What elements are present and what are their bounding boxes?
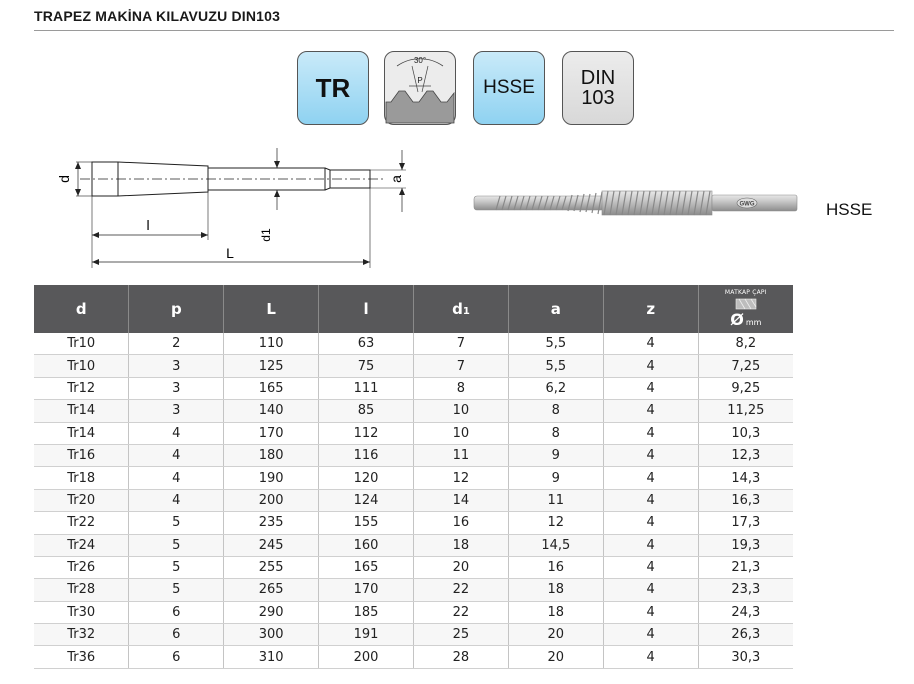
cell-L: 235 [224, 512, 319, 534]
table-row [34, 601, 793, 623]
col-header-L: L [224, 285, 319, 333]
cell-L: 110 [224, 333, 319, 355]
cell-p: 4 [129, 444, 224, 466]
cell-l: 170 [319, 579, 414, 601]
col-header-p: p [129, 285, 224, 333]
cell-a: 11 [508, 489, 603, 511]
cell-l: 165 [319, 556, 414, 578]
cell-d: Tr14 [34, 422, 129, 444]
tr-badge [297, 51, 369, 125]
cell-l: 124 [319, 489, 414, 511]
drill-bit-icon [735, 297, 757, 311]
table-body [34, 333, 793, 668]
cell-z: 4 [603, 355, 698, 377]
cell-drill-diameter: 19,3 [698, 534, 793, 556]
table-row [34, 467, 793, 489]
cell-d: Tr20 [34, 489, 129, 511]
cell-L: 300 [224, 624, 319, 646]
dim-L-label: L [226, 245, 234, 261]
cell-l: 112 [319, 422, 414, 444]
cell-d: Tr12 [34, 377, 129, 399]
cell-l: 111 [319, 377, 414, 399]
cell-z: 4 [603, 333, 698, 355]
table-row [34, 512, 793, 534]
cell-d: Tr32 [34, 624, 129, 646]
cell-d1: 25 [414, 624, 509, 646]
hsse-badge [473, 51, 545, 125]
cell-d: Tr10 [34, 355, 129, 377]
table-row [34, 646, 793, 668]
cell-d: Tr30 [34, 601, 129, 623]
thread-profile-badge [384, 51, 456, 125]
drill-caption: MATKAP ÇAPI [724, 289, 767, 296]
cell-drill-diameter: 10,3 [698, 422, 793, 444]
col-header-drill-diameter [698, 285, 793, 333]
cell-L: 200 [224, 489, 319, 511]
table-row [34, 400, 793, 422]
cell-drill-diameter: 24,3 [698, 601, 793, 623]
din-badge [562, 51, 634, 125]
cell-d: Tr14 [34, 400, 129, 422]
cell-l: 75 [319, 355, 414, 377]
cell-drill-diameter: 7,25 [698, 355, 793, 377]
cell-L: 245 [224, 534, 319, 556]
cell-drill-diameter: 9,25 [698, 377, 793, 399]
cell-p: 5 [129, 534, 224, 556]
cell-d: Tr18 [34, 467, 129, 489]
tap-technical-drawing [40, 140, 420, 275]
cell-p: 2 [129, 333, 224, 355]
cell-L: 190 [224, 467, 319, 489]
cell-p: 5 [129, 512, 224, 534]
cell-z: 4 [603, 646, 698, 668]
trapezoid-thread-icon [385, 52, 455, 124]
cell-drill-diameter: 14,3 [698, 467, 793, 489]
thread-angle-label: 30° [413, 56, 427, 65]
diameter-symbol: Ø [730, 310, 744, 329]
cell-L: 180 [224, 444, 319, 466]
cell-drill-diameter: 26,3 [698, 624, 793, 646]
cell-a: 8 [508, 400, 603, 422]
table-row [34, 444, 793, 466]
product-material-label: HSSE [826, 200, 873, 219]
cell-drill-diameter: 30,3 [698, 646, 793, 668]
cell-d1: 22 [414, 579, 509, 601]
cell-p: 4 [129, 489, 224, 511]
cell-a: 9 [508, 467, 603, 489]
cell-z: 4 [603, 400, 698, 422]
cell-a: 5,5 [508, 355, 603, 377]
cell-l: 185 [319, 601, 414, 623]
cell-L: 310 [224, 646, 319, 668]
brand-logo: GWG [739, 201, 755, 208]
cell-l: 191 [319, 624, 414, 646]
cell-z: 4 [603, 624, 698, 646]
tr-badge-label: TR [315, 72, 351, 103]
cell-p: 3 [129, 355, 224, 377]
table-header-row [34, 285, 793, 333]
cell-p: 5 [129, 556, 224, 578]
cell-z: 4 [603, 489, 698, 511]
cell-z: 4 [603, 579, 698, 601]
cell-L: 265 [224, 579, 319, 601]
table-row [34, 377, 793, 399]
cell-d: Tr28 [34, 579, 129, 601]
cell-d1: 7 [414, 355, 509, 377]
cell-d1: 28 [414, 646, 509, 668]
cell-a: 12 [508, 512, 603, 534]
cell-d1: 10 [414, 400, 509, 422]
cell-a: 20 [508, 624, 603, 646]
cell-a: 14,5 [508, 534, 603, 556]
cell-d1: 20 [414, 556, 509, 578]
cell-a: 20 [508, 646, 603, 668]
cell-d1: 8 [414, 377, 509, 399]
cell-p: 4 [129, 422, 224, 444]
cell-d1: 18 [414, 534, 509, 556]
table-row [34, 556, 793, 578]
col-header-z: z [603, 285, 698, 333]
cell-d1: 11 [414, 444, 509, 466]
cell-d: Tr16 [34, 444, 129, 466]
cell-drill-diameter: 17,3 [698, 512, 793, 534]
cell-L: 165 [224, 377, 319, 399]
cell-z: 4 [603, 377, 698, 399]
table-row [34, 422, 793, 444]
din-badge-line2: 103 [581, 87, 615, 109]
cell-p: 4 [129, 467, 224, 489]
cell-z: 4 [603, 512, 698, 534]
tap-product-image [472, 186, 802, 226]
cell-L: 290 [224, 601, 319, 623]
cell-p: 6 [129, 646, 224, 668]
cell-drill-diameter: 11,25 [698, 400, 793, 422]
cell-p: 6 [129, 601, 224, 623]
cell-d: Tr22 [34, 512, 129, 534]
cell-l: 160 [319, 534, 414, 556]
col-header-d1 [414, 285, 509, 333]
cell-z: 4 [603, 556, 698, 578]
cell-a: 18 [508, 579, 603, 601]
cell-z: 4 [603, 534, 698, 556]
col-header-d1-sub: 1 [462, 306, 470, 317]
cell-d: Tr36 [34, 646, 129, 668]
cell-p: 3 [129, 377, 224, 399]
dim-a-label: a [388, 175, 404, 183]
cell-drill-diameter: 21,3 [698, 556, 793, 578]
cell-p: 3 [129, 400, 224, 422]
cell-l: 63 [319, 333, 414, 355]
dim-l-label: l [146, 217, 150, 233]
col-header-d1-main: d [452, 300, 463, 318]
table-row [34, 534, 793, 556]
dim-d-label: d [56, 175, 72, 183]
table-row [34, 624, 793, 646]
cell-drill-diameter: 23,3 [698, 579, 793, 601]
drill-unit: mm [745, 318, 762, 327]
cell-d1: 22 [414, 601, 509, 623]
cell-l: 200 [319, 646, 414, 668]
cell-a: 8 [508, 422, 603, 444]
table-row [34, 579, 793, 601]
cell-drill-diameter: 16,3 [698, 489, 793, 511]
cell-a: 16 [508, 556, 603, 578]
cell-a: 6,2 [508, 377, 603, 399]
cell-l: 155 [319, 512, 414, 534]
cell-L: 125 [224, 355, 319, 377]
table-row [34, 355, 793, 377]
cell-L: 255 [224, 556, 319, 578]
cell-a: 18 [508, 601, 603, 623]
title-divider [34, 30, 894, 31]
table-row [34, 333, 793, 355]
cell-drill-diameter: 8,2 [698, 333, 793, 355]
cell-drill-diameter: 12,3 [698, 444, 793, 466]
cell-d: Tr24 [34, 534, 129, 556]
table-row [34, 489, 793, 511]
cell-a: 9 [508, 444, 603, 466]
cell-l: 116 [319, 444, 414, 466]
cell-d1: 12 [414, 467, 509, 489]
page-title: TRAPEZ MAKİNA KILAVUZU DIN103 [34, 8, 281, 24]
cell-z: 4 [603, 444, 698, 466]
cell-z: 4 [603, 601, 698, 623]
col-header-a: a [508, 285, 603, 333]
cell-d1: 10 [414, 422, 509, 444]
cell-l: 120 [319, 467, 414, 489]
cell-d: Tr10 [34, 333, 129, 355]
cell-p: 5 [129, 579, 224, 601]
cell-a: 5,5 [508, 333, 603, 355]
cell-d1: 16 [414, 512, 509, 534]
spec-table [34, 285, 793, 669]
cell-z: 4 [603, 467, 698, 489]
col-header-l: l [319, 285, 414, 333]
cell-p: 6 [129, 624, 224, 646]
hsse-badge-label: HSSE [483, 77, 535, 98]
cell-z: 4 [603, 422, 698, 444]
cell-d: Tr26 [34, 556, 129, 578]
din-badge-line1: DIN [580, 67, 616, 89]
col-header-d: d [34, 285, 129, 333]
cell-L: 170 [224, 422, 319, 444]
thread-pitch-label: P [417, 76, 423, 85]
cell-l: 85 [319, 400, 414, 422]
cell-d1: 14 [414, 489, 509, 511]
dim-d1-label: d1 [259, 228, 273, 242]
cell-L: 140 [224, 400, 319, 422]
cell-d1: 7 [414, 333, 509, 355]
